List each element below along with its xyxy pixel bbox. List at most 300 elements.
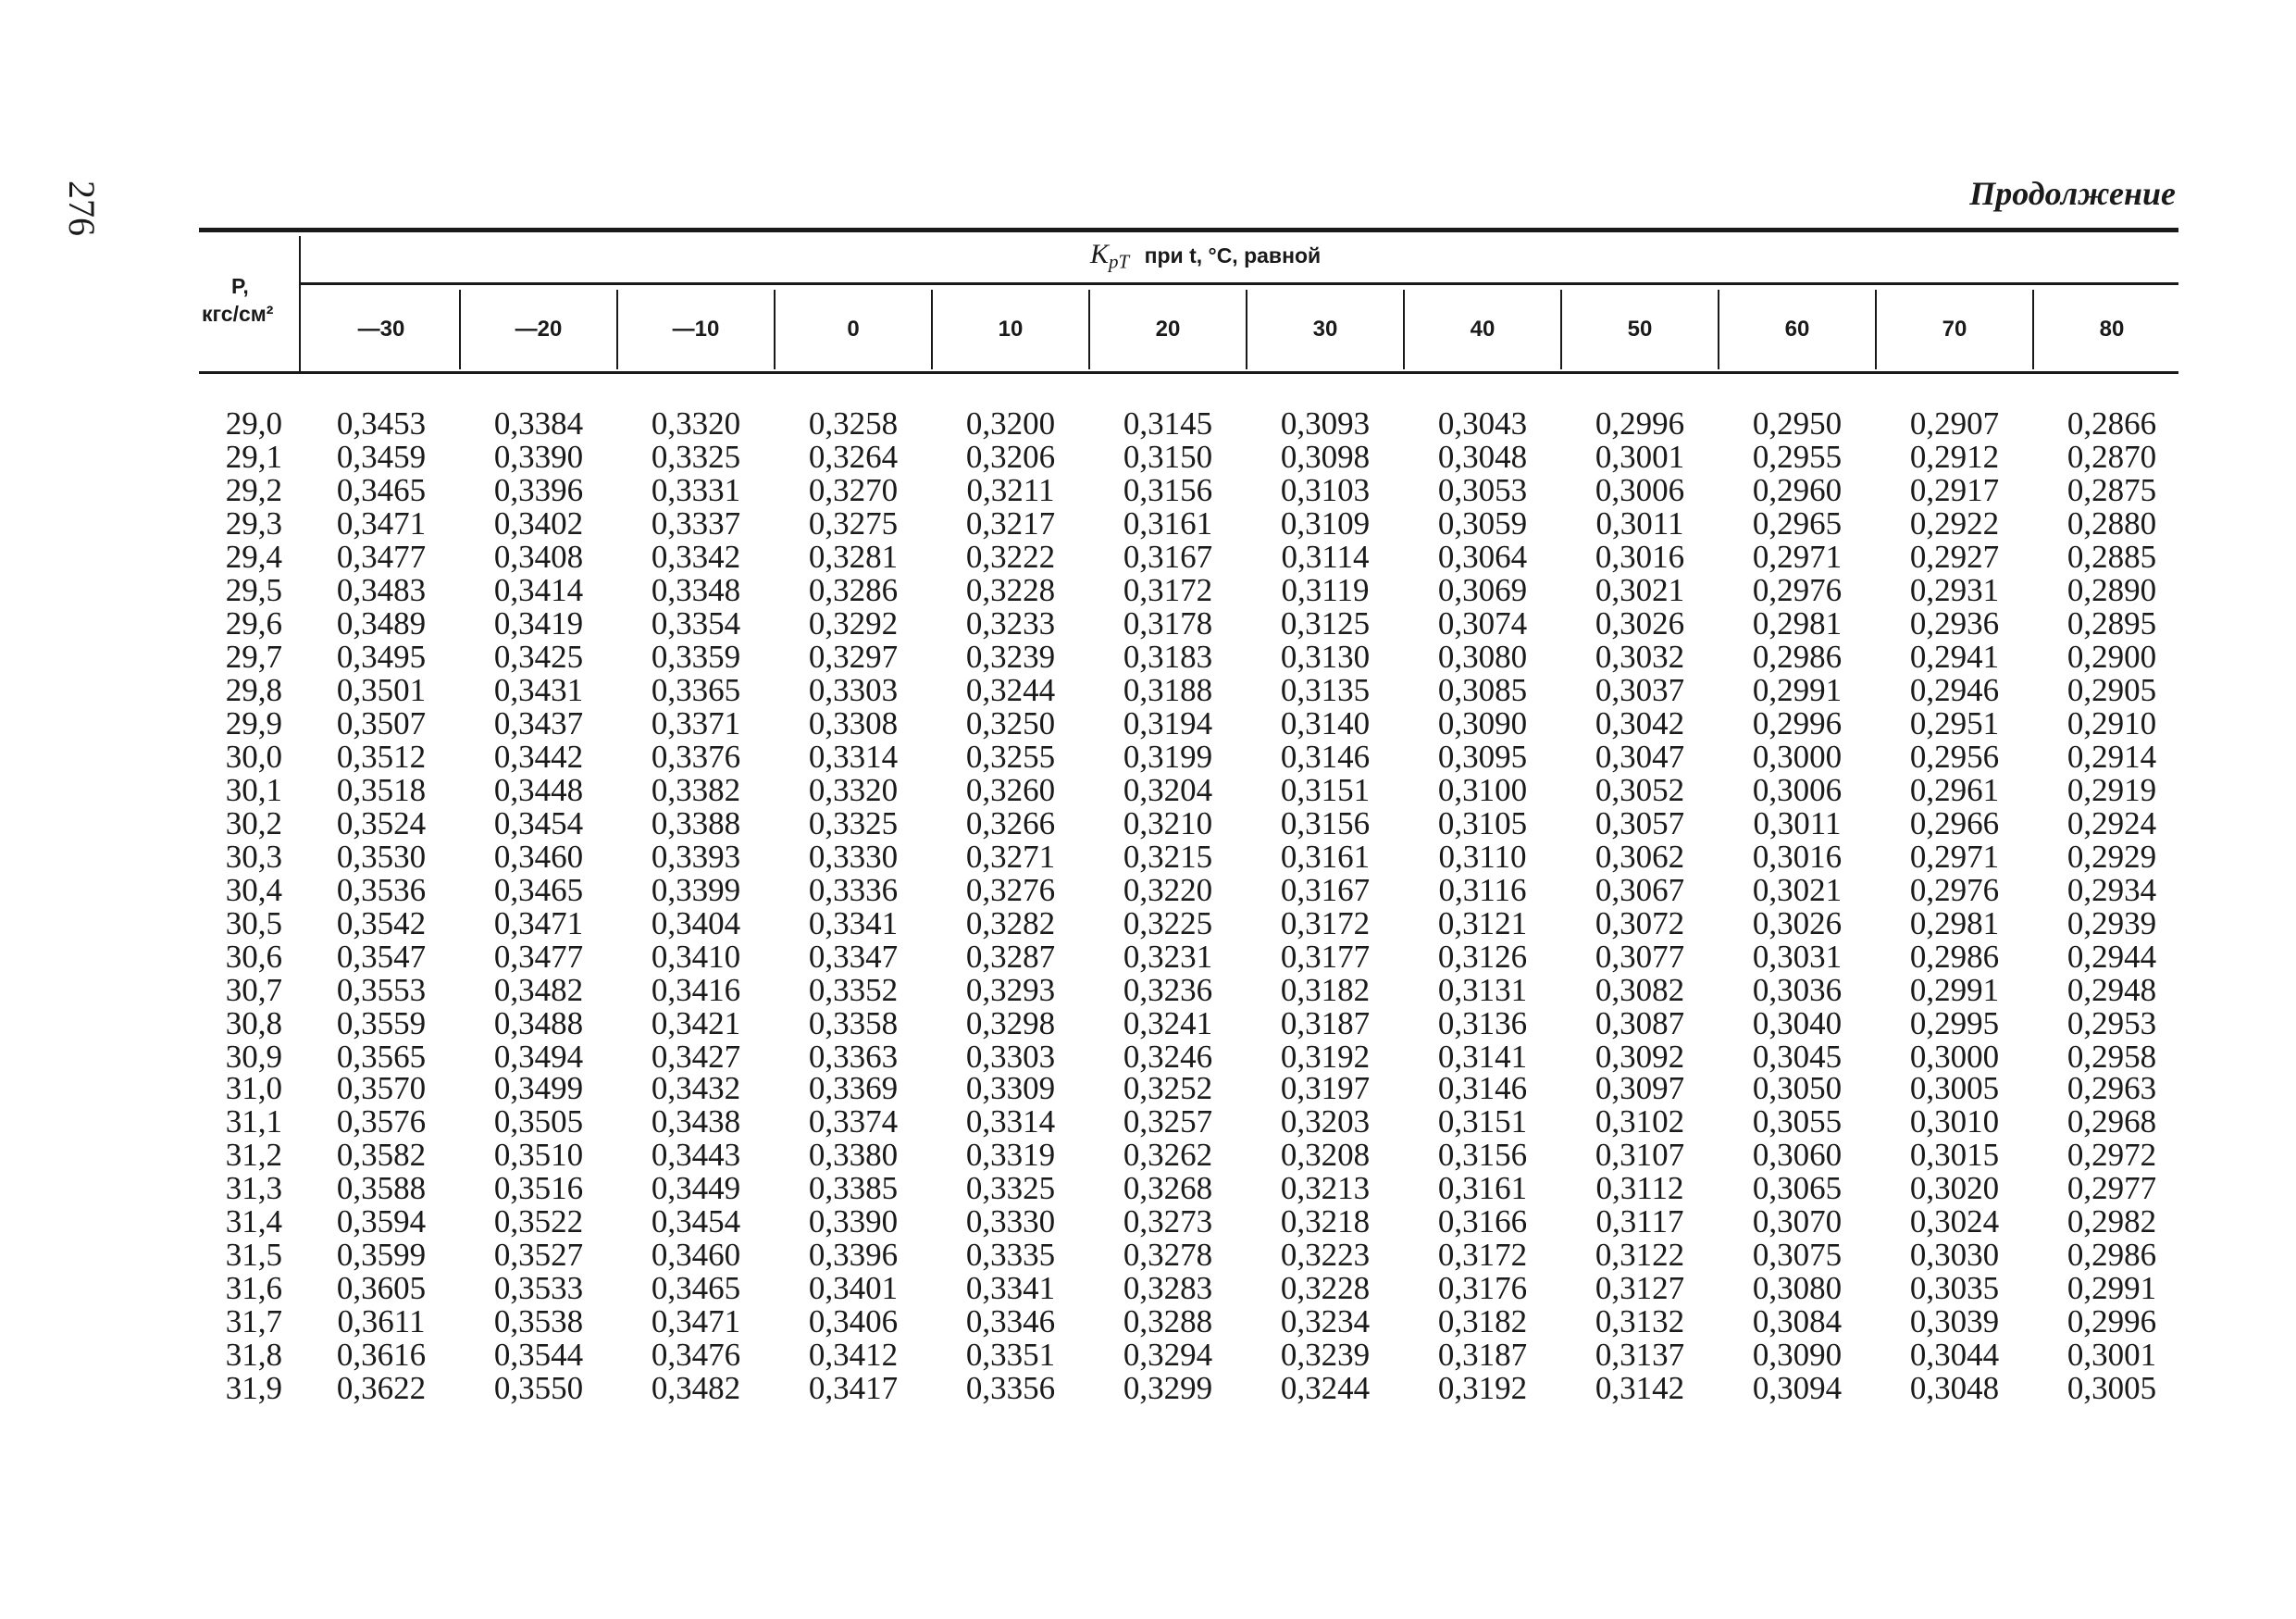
k-value: 0,3260 bbox=[965, 772, 1056, 808]
k-value: 0,2934 bbox=[2066, 872, 2157, 908]
k-value: 0,3384 bbox=[493, 405, 584, 442]
k-value: 0,3060 bbox=[1752, 1137, 1843, 1173]
k-value: 0,3292 bbox=[808, 605, 899, 641]
temperature-column-divider bbox=[616, 290, 618, 369]
k-value: 0,3320 bbox=[651, 405, 741, 442]
k-value: 0,3510 bbox=[493, 1137, 584, 1173]
k-value: 0,3325 bbox=[651, 439, 741, 475]
k-value: 0,3454 bbox=[651, 1203, 741, 1239]
k-value: 0,3522 bbox=[493, 1203, 584, 1239]
pressure-value: 30,2 bbox=[225, 805, 282, 841]
pressure-value: 30,7 bbox=[225, 972, 282, 1008]
k-value: 0,3308 bbox=[808, 705, 899, 741]
header-bottom-rule bbox=[199, 371, 2178, 374]
k-value: 0,3530 bbox=[336, 839, 427, 875]
k-value: 0,3074 bbox=[1437, 605, 1528, 641]
k-value: 0,3217 bbox=[965, 505, 1056, 542]
k-value: 0,3396 bbox=[808, 1237, 899, 1273]
k-value: 0,3605 bbox=[336, 1270, 427, 1306]
k-value: 0,3069 bbox=[1437, 572, 1528, 608]
k-value: 0,2907 bbox=[1909, 405, 2000, 442]
k-value: 0,3107 bbox=[1595, 1137, 1685, 1173]
k-value: 0,3182 bbox=[1437, 1303, 1528, 1339]
k-value: 0,3208 bbox=[1280, 1137, 1371, 1173]
k-value: 0,3199 bbox=[1123, 739, 1213, 775]
k-value: 0,3093 bbox=[1280, 405, 1371, 442]
k-value: 0,3262 bbox=[1123, 1137, 1213, 1173]
k-value: 0,3140 bbox=[1280, 705, 1371, 741]
k-value: 0,3376 bbox=[651, 739, 741, 775]
k-value: 0,3404 bbox=[651, 905, 741, 941]
temperature-header-cell: 60 bbox=[1784, 317, 1810, 342]
k-value: 0,3341 bbox=[965, 1270, 1056, 1306]
pressure-value: 31,4 bbox=[225, 1203, 282, 1239]
pressure-value: 29,5 bbox=[225, 572, 282, 608]
k-value: 0,3599 bbox=[336, 1237, 427, 1273]
k-value: 0,2910 bbox=[2066, 705, 2157, 741]
k-value: 0,2991 bbox=[2066, 1270, 2157, 1306]
k-value: 0,2941 bbox=[1909, 639, 2000, 675]
k-value: 0,3454 bbox=[493, 805, 584, 841]
k-value: 0,2946 bbox=[1909, 672, 2000, 708]
k-value: 0,3320 bbox=[808, 772, 899, 808]
k-value: 0,3145 bbox=[1123, 405, 1213, 442]
k-value: 0,3294 bbox=[1123, 1337, 1213, 1373]
pressure-value: 31,8 bbox=[225, 1337, 282, 1373]
k-value: 0,3427 bbox=[651, 1039, 741, 1075]
k-value: 0,3065 bbox=[1752, 1170, 1843, 1206]
k-value: 0,2936 bbox=[1909, 605, 2000, 641]
pressure-value: 30,1 bbox=[225, 772, 282, 808]
k-value: 0,3588 bbox=[336, 1170, 427, 1206]
k-value: 0,2905 bbox=[2066, 672, 2157, 708]
k-value: 0,3119 bbox=[1281, 572, 1370, 608]
k-value: 0,3167 bbox=[1123, 539, 1213, 575]
k-value: 0,3194 bbox=[1123, 705, 1213, 741]
temperature-header-cell: 40 bbox=[1470, 317, 1496, 342]
k-value: 0,3287 bbox=[965, 939, 1056, 975]
k-value: 0,3010 bbox=[1909, 1103, 2000, 1140]
k-value: 0,3337 bbox=[651, 505, 741, 542]
k-value: 0,3225 bbox=[1123, 905, 1213, 941]
k-value: 0,3220 bbox=[1123, 872, 1213, 908]
k-value: 0,3122 bbox=[1595, 1237, 1685, 1273]
k-value: 0,3388 bbox=[651, 805, 741, 841]
k-value: 0,3090 bbox=[1437, 705, 1528, 741]
pressure-value: 31,3 bbox=[225, 1170, 282, 1206]
k-value: 0,3005 bbox=[1909, 1070, 2000, 1106]
k-value: 0,3303 bbox=[808, 672, 899, 708]
k-value: 0,3477 bbox=[493, 939, 584, 975]
k-value: 0,3026 bbox=[1595, 605, 1685, 641]
k-value: 0,3166 bbox=[1437, 1203, 1528, 1239]
temperature-column-divider bbox=[1560, 290, 1562, 369]
k-value: 0,3293 bbox=[965, 972, 1056, 1008]
k-value: 0,3172 bbox=[1437, 1237, 1528, 1273]
k-value: 0,3363 bbox=[808, 1039, 899, 1075]
k-value: 0,3206 bbox=[965, 439, 1056, 475]
k-value: 0,3136 bbox=[1437, 1005, 1528, 1041]
k-value: 0,3414 bbox=[493, 572, 584, 608]
k-value: 0,3187 bbox=[1280, 1005, 1371, 1041]
k-value: 0,3130 bbox=[1280, 639, 1371, 675]
k-value: 0,3043 bbox=[1437, 405, 1528, 442]
k-value: 0,3109 bbox=[1280, 505, 1371, 542]
k-value: 0,3040 bbox=[1752, 1005, 1843, 1041]
k-value: 0,3183 bbox=[1123, 639, 1213, 675]
pressure-value: 29,2 bbox=[225, 472, 282, 508]
k-value: 0,3390 bbox=[808, 1203, 899, 1239]
k-value: 0,3354 bbox=[651, 605, 741, 641]
temperature-column-divider bbox=[931, 290, 933, 369]
k-value: 0,3241 bbox=[1123, 1005, 1213, 1041]
temperature-column-divider bbox=[1718, 290, 1719, 369]
k-value: 0,3121 bbox=[1437, 905, 1528, 941]
k-value: 0,3059 bbox=[1437, 505, 1528, 542]
k-value: 0,3006 bbox=[1595, 472, 1685, 508]
p-column-divider bbox=[299, 236, 301, 371]
k-value: 0,3080 bbox=[1437, 639, 1528, 675]
k-value: 0,3442 bbox=[493, 739, 584, 775]
k-value: 0,3341 bbox=[808, 905, 899, 941]
k-value: 0,3246 bbox=[1123, 1039, 1213, 1075]
k-value: 0,3142 bbox=[1595, 1370, 1685, 1406]
k-value: 0,3594 bbox=[336, 1203, 427, 1239]
k-value: 0,2976 bbox=[1752, 572, 1843, 608]
k-value: 0,2982 bbox=[2066, 1203, 2157, 1239]
k-value: 0,2965 bbox=[1752, 505, 1843, 542]
pressure-value: 31,7 bbox=[225, 1303, 282, 1339]
k-value: 0,2895 bbox=[2066, 605, 2157, 641]
k-value: 0,3359 bbox=[651, 639, 741, 675]
k-value: 0,2880 bbox=[2066, 505, 2157, 542]
k-value: 0,2986 bbox=[1752, 639, 1843, 675]
k-value: 0,3297 bbox=[808, 639, 899, 675]
k-value: 0,3437 bbox=[493, 705, 584, 741]
k-value: 0,2976 bbox=[1909, 872, 2000, 908]
k-value: 0,3482 bbox=[651, 1370, 741, 1406]
temperature-column-divider bbox=[1403, 290, 1405, 369]
pressure-value: 29,4 bbox=[225, 539, 282, 575]
k-value: 0,3031 bbox=[1752, 939, 1843, 975]
k-value: 0,3432 bbox=[651, 1070, 741, 1106]
k-value: 0,3342 bbox=[651, 539, 741, 575]
k-value: 0,3449 bbox=[651, 1170, 741, 1206]
pressure-value: 30,9 bbox=[225, 1039, 282, 1075]
k-value: 0,3483 bbox=[336, 572, 427, 608]
k-value: 0,3052 bbox=[1595, 772, 1685, 808]
k-value: 0,3425 bbox=[493, 639, 584, 675]
k-value: 0,2966 bbox=[1909, 805, 2000, 841]
k-value: 0,3132 bbox=[1595, 1303, 1685, 1339]
k-value: 0,3095 bbox=[1437, 739, 1528, 775]
k-value: 0,2991 bbox=[1909, 972, 2000, 1008]
k-value: 0,2912 bbox=[1909, 439, 2000, 475]
k-value: 0,3100 bbox=[1437, 772, 1528, 808]
k-value: 0,3172 bbox=[1280, 905, 1371, 941]
k-value: 0,3082 bbox=[1595, 972, 1685, 1008]
k-value: 0,3369 bbox=[808, 1070, 899, 1106]
k-value: 0,3211 bbox=[966, 472, 1055, 508]
k-value: 0,3084 bbox=[1752, 1303, 1843, 1339]
k-value: 0,3516 bbox=[493, 1170, 584, 1206]
k-value: 0,3325 bbox=[808, 805, 899, 841]
k-value: 0,3380 bbox=[808, 1137, 899, 1173]
group-header-rule bbox=[301, 282, 2178, 285]
k-value: 0,3035 bbox=[1909, 1270, 2000, 1306]
pressure-value: 30,8 bbox=[225, 1005, 282, 1041]
p-unit: кгс/см² bbox=[202, 302, 274, 326]
k-value: 0,3460 bbox=[651, 1237, 741, 1273]
k-value: 0,3299 bbox=[1123, 1370, 1213, 1406]
k-value: 0,3161 bbox=[1280, 839, 1371, 875]
k-value: 0,3016 bbox=[1595, 539, 1685, 575]
k-value: 0,3182 bbox=[1280, 972, 1371, 1008]
k-value: 0,3197 bbox=[1280, 1070, 1371, 1106]
k-value: 0,2948 bbox=[2066, 972, 2157, 1008]
pressure-value: 30,4 bbox=[225, 872, 282, 908]
group-label: при t, °С, равной bbox=[1144, 243, 1322, 268]
k-value: 0,3347 bbox=[808, 939, 899, 975]
k-value: 0,2900 bbox=[2066, 639, 2157, 675]
k-value: 0,3097 bbox=[1595, 1070, 1685, 1106]
page-number: 276 bbox=[61, 181, 103, 236]
k-value: 0,2951 bbox=[1909, 705, 2000, 741]
k-value: 0,3103 bbox=[1280, 472, 1371, 508]
k-value: 0,3524 bbox=[336, 805, 427, 841]
k-value: 0,3151 bbox=[1280, 772, 1371, 808]
k-value: 0,3055 bbox=[1752, 1103, 1843, 1140]
k-value: 0,3431 bbox=[493, 672, 584, 708]
k-value: 0,3419 bbox=[493, 605, 584, 641]
k-value: 0,3151 bbox=[1437, 1103, 1528, 1140]
k-value: 0,3421 bbox=[651, 1005, 741, 1041]
k-value: 0,2991 bbox=[1752, 672, 1843, 708]
k-value: 0,2981 bbox=[1752, 605, 1843, 641]
k-value: 0,3335 bbox=[965, 1237, 1056, 1273]
k-value: 0,3303 bbox=[965, 1039, 1056, 1075]
k-value: 0,2956 bbox=[1909, 739, 2000, 775]
temperature-header-cell: —10 bbox=[672, 317, 720, 342]
k-value: 0,3494 bbox=[493, 1039, 584, 1075]
k-value: 0,3146 bbox=[1280, 739, 1371, 775]
k-value: 0,3416 bbox=[651, 972, 741, 1008]
k-value: 0,3505 bbox=[493, 1103, 584, 1140]
k-value: 0,3314 bbox=[965, 1103, 1056, 1140]
k-value: 0,3273 bbox=[1123, 1203, 1213, 1239]
k-value: 0,2971 bbox=[1752, 539, 1843, 575]
k-value: 0,3077 bbox=[1595, 939, 1685, 975]
k-value: 0,2981 bbox=[1909, 905, 2000, 941]
k-value: 0,3011 bbox=[1753, 805, 1842, 841]
k-value: 0,2977 bbox=[2066, 1170, 2157, 1206]
k-value: 0,3477 bbox=[336, 539, 427, 575]
pressure-value: 30,5 bbox=[225, 905, 282, 941]
k-value: 0,3187 bbox=[1437, 1337, 1528, 1373]
k-value: 0,3239 bbox=[1280, 1337, 1371, 1373]
k-value: 0,2929 bbox=[2066, 839, 2157, 875]
k-value: 0,3141 bbox=[1437, 1039, 1528, 1075]
k-value: 0,3616 bbox=[336, 1337, 427, 1373]
k-value: 0,3550 bbox=[493, 1370, 584, 1406]
k-value: 0,3047 bbox=[1595, 739, 1685, 775]
k-value: 0,3385 bbox=[808, 1170, 899, 1206]
k-value: 0,3050 bbox=[1752, 1070, 1843, 1106]
k-value: 0,2986 bbox=[2066, 1237, 2157, 1273]
k-value: 0,2927 bbox=[1909, 539, 2000, 575]
k-value: 0,3105 bbox=[1437, 805, 1528, 841]
k-value: 0,3346 bbox=[965, 1303, 1056, 1339]
k-value: 0,3325 bbox=[965, 1170, 1056, 1206]
k-value: 0,3518 bbox=[336, 772, 427, 808]
k-value: 0,2922 bbox=[1909, 505, 2000, 542]
k-value: 0,3006 bbox=[1752, 772, 1843, 808]
k-value: 0,3176 bbox=[1437, 1270, 1528, 1306]
k-value: 0,3393 bbox=[651, 839, 741, 875]
temperature-header-cell: 80 bbox=[2099, 317, 2125, 342]
k-value: 0,3471 bbox=[493, 905, 584, 941]
k-value: 0,3167 bbox=[1280, 872, 1371, 908]
k-value: 0,3044 bbox=[1909, 1337, 2000, 1373]
k-value: 0,3001 bbox=[1595, 439, 1685, 475]
k-value: 0,3024 bbox=[1909, 1203, 2000, 1239]
k-value: 0,3048 bbox=[1437, 439, 1528, 475]
k-value: 0,3192 bbox=[1437, 1370, 1528, 1406]
k-value: 0,3408 bbox=[493, 539, 584, 575]
k-value: 0,3258 bbox=[808, 405, 899, 442]
pressure-value: 30,0 bbox=[225, 739, 282, 775]
temperature-column-divider bbox=[459, 290, 461, 369]
k-value: 0,3371 bbox=[651, 705, 741, 741]
k-value: 0,3239 bbox=[965, 639, 1056, 675]
k-value: 0,3116 bbox=[1438, 872, 1527, 908]
k-value: 0,3257 bbox=[1123, 1103, 1213, 1140]
k-value: 0,3330 bbox=[965, 1203, 1056, 1239]
k-value: 0,3021 bbox=[1752, 872, 1843, 908]
k-value: 0,3499 bbox=[493, 1070, 584, 1106]
temperature-header-cell: —30 bbox=[357, 317, 405, 342]
k-value: 0,3270 bbox=[808, 472, 899, 508]
k-value: 0,3281 bbox=[808, 539, 899, 575]
k-value: 0,3250 bbox=[965, 705, 1056, 741]
k-value: 0,3032 bbox=[1595, 639, 1685, 675]
k-value: 0,2961 bbox=[1909, 772, 2000, 808]
k-value: 0,3412 bbox=[808, 1337, 899, 1373]
k-value: 0,3471 bbox=[651, 1303, 741, 1339]
k-value: 0,3020 bbox=[1909, 1170, 2000, 1206]
k-value: 0,3114 bbox=[1281, 539, 1370, 575]
k-value: 0,3016 bbox=[1752, 839, 1843, 875]
k-value: 0,2972 bbox=[2066, 1137, 2157, 1173]
k-value: 0,3268 bbox=[1123, 1170, 1213, 1206]
k-value: 0,2963 bbox=[2066, 1070, 2157, 1106]
pressure-value: 31,9 bbox=[225, 1370, 282, 1406]
k-value: 0,3576 bbox=[336, 1103, 427, 1140]
k-value: 0,3527 bbox=[493, 1237, 584, 1273]
pressure-value: 29,7 bbox=[225, 639, 282, 675]
k-value: 0,3015 bbox=[1909, 1137, 2000, 1173]
k-value: 0,3271 bbox=[965, 839, 1056, 875]
temperature-header-cell: 10 bbox=[998, 317, 1024, 342]
continuation-label: Продолжение bbox=[1969, 175, 2176, 212]
k-value: 0,3085 bbox=[1437, 672, 1528, 708]
k-value: 0,2953 bbox=[2066, 1005, 2157, 1041]
k-value: 0,3228 bbox=[965, 572, 1056, 608]
k-value: 0,3223 bbox=[1280, 1237, 1371, 1273]
temperature-column-divider bbox=[1246, 290, 1247, 369]
k-value: 0,3536 bbox=[336, 872, 427, 908]
k-value: 0,3276 bbox=[965, 872, 1056, 908]
k-value: 0,3213 bbox=[1280, 1170, 1371, 1206]
k-value: 0,3622 bbox=[336, 1370, 427, 1406]
k-value: 0,3090 bbox=[1752, 1337, 1843, 1373]
k-value: 0,3037 bbox=[1595, 672, 1685, 708]
k-value: 0,3098 bbox=[1280, 439, 1371, 475]
k-value: 0,3094 bbox=[1752, 1370, 1843, 1406]
p-label: P, bbox=[231, 274, 249, 298]
k-value: 0,3286 bbox=[808, 572, 899, 608]
k-value: 0,3062 bbox=[1595, 839, 1685, 875]
k-value: 0,3110 bbox=[1438, 839, 1527, 875]
k-value: 0,2924 bbox=[2066, 805, 2157, 841]
pressure-value: 31,5 bbox=[225, 1237, 282, 1273]
table-top-rule bbox=[199, 228, 2178, 232]
k-value: 0,3358 bbox=[808, 1005, 899, 1041]
k-subscript: pT bbox=[1109, 250, 1130, 273]
temperature-column-divider bbox=[1088, 290, 1090, 369]
k-symbol: K bbox=[1090, 239, 1110, 269]
k-value: 0,3045 bbox=[1752, 1039, 1843, 1075]
pressure-value: 29,8 bbox=[225, 672, 282, 708]
k-value: 0,3102 bbox=[1595, 1103, 1685, 1140]
k-value: 0,3275 bbox=[808, 505, 899, 542]
pressure-value: 29,6 bbox=[225, 605, 282, 641]
k-value: 0,3126 bbox=[1437, 939, 1528, 975]
temperature-column-divider bbox=[2032, 290, 2034, 369]
k-value: 0,3448 bbox=[493, 772, 584, 808]
k-value: 0,3471 bbox=[336, 505, 427, 542]
k-value: 0,3374 bbox=[808, 1103, 899, 1140]
k-value: 0,3336 bbox=[808, 872, 899, 908]
k-value: 0,3330 bbox=[808, 839, 899, 875]
k-value: 0,2914 bbox=[2066, 739, 2157, 775]
k-value: 0,3067 bbox=[1595, 872, 1685, 908]
k-value: 0,3042 bbox=[1595, 705, 1685, 741]
k-value: 0,3402 bbox=[493, 505, 584, 542]
k-value: 0,2996 bbox=[1752, 705, 1843, 741]
k-value: 0,3087 bbox=[1595, 1005, 1685, 1041]
k-value: 0,2996 bbox=[2066, 1303, 2157, 1339]
temperature-column-divider bbox=[774, 290, 776, 369]
k-value: 0,3092 bbox=[1595, 1039, 1685, 1075]
k-value: 0,3351 bbox=[965, 1337, 1056, 1373]
k-value: 0,3117 bbox=[1595, 1203, 1684, 1239]
k-value: 0,3538 bbox=[493, 1303, 584, 1339]
k-value: 0,3172 bbox=[1123, 572, 1213, 608]
k-value: 0,3001 bbox=[2066, 1337, 2157, 1373]
k-value: 0,3348 bbox=[651, 572, 741, 608]
k-value: 0,2944 bbox=[2066, 939, 2157, 975]
k-value: 0,3070 bbox=[1752, 1203, 1843, 1239]
k-value: 0,2890 bbox=[2066, 572, 2157, 608]
k-value: 0,3465 bbox=[651, 1270, 741, 1306]
k-value: 0,3399 bbox=[651, 872, 741, 908]
k-value: 0,3156 bbox=[1280, 805, 1371, 841]
k-value: 0,3053 bbox=[1437, 472, 1528, 508]
k-value: 0,3200 bbox=[965, 405, 1056, 442]
k-value: 0,3533 bbox=[493, 1270, 584, 1306]
k-value: 0,3542 bbox=[336, 905, 427, 941]
